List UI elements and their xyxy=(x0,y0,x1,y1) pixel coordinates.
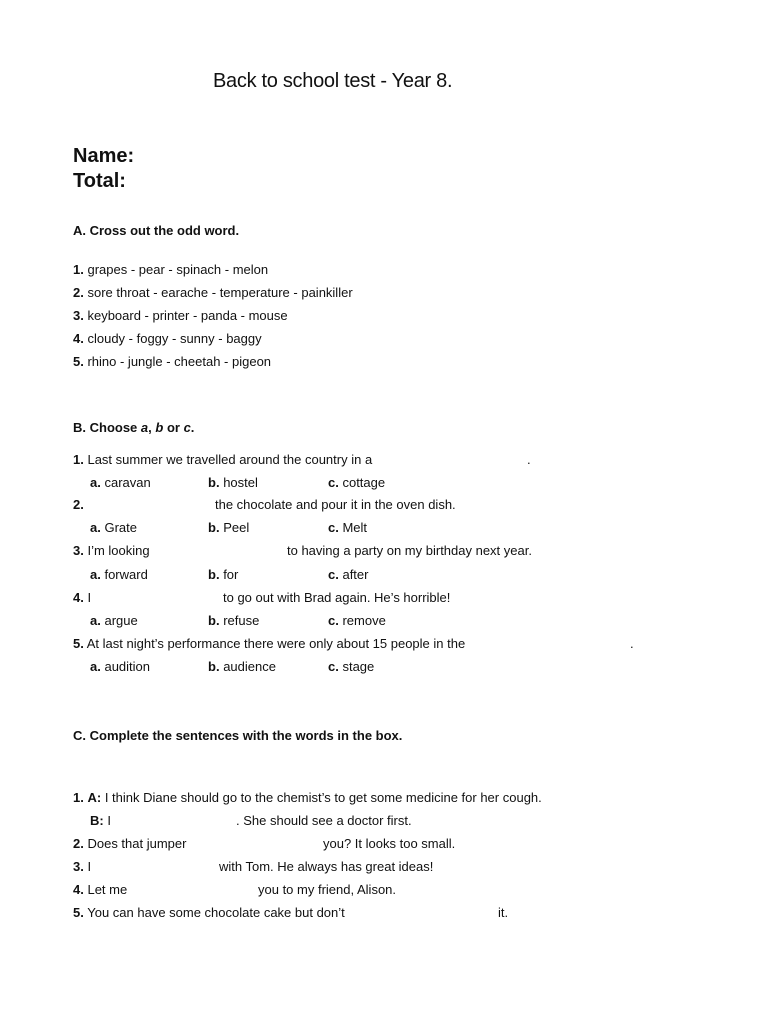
question-c2-post: you? It looks too small. xyxy=(323,836,456,851)
question-c5-post: it. xyxy=(498,905,509,920)
question-c4: 4. Let me xyxy=(73,882,128,897)
question-c5: 5. You can have some chocolate cake but don’t xyxy=(73,905,345,920)
question-b3: 3. I’m looking xyxy=(73,543,150,558)
section-c-heading: C. Complete the sentences with the words in the box. xyxy=(73,728,403,743)
question-c3: 3. I xyxy=(73,859,92,874)
option-a: a. caravan xyxy=(90,475,151,490)
question-b2-text: the chocolate and pour it in the oven dish. xyxy=(215,497,456,512)
list-item: 1. grapes - pear - spinach - melon xyxy=(73,262,269,277)
question-c2: 2. Does that jumper xyxy=(73,836,187,851)
list-item: 4. cloudy - foggy - sunny - baggy xyxy=(73,331,262,346)
option-b: b. hostel xyxy=(208,475,258,490)
page-title: Back to school test - Year 8. xyxy=(213,70,453,92)
option-b: b. refuse xyxy=(208,613,260,628)
option-c: c. Melt xyxy=(328,520,368,535)
question-end: . xyxy=(630,636,634,651)
option-c: c. after xyxy=(328,567,369,582)
question-end: . xyxy=(527,452,531,467)
option-a: a. Grate xyxy=(90,520,137,535)
option-c: c. cottage xyxy=(328,475,386,490)
option-a: a. forward xyxy=(90,567,148,582)
option-c: c. remove xyxy=(328,613,386,628)
option-b: b. Peel xyxy=(208,520,250,535)
option-b: b. audience xyxy=(208,659,276,674)
list-item: 2. sore throat - earache - temperature - painkiller xyxy=(73,285,353,300)
name-label: Name: xyxy=(73,145,135,167)
question-c1a: 1. A: I think Diane should go to the chemist’s to get some medicine for her cough. xyxy=(73,790,542,805)
question-b2-num: 2. xyxy=(73,497,84,512)
question-b4-post: to go out with Brad again. He’s horrible! xyxy=(223,590,451,605)
section-b-heading: B. Choose a, b or c. xyxy=(73,420,195,435)
question-c4-post: you to my friend, Alison. xyxy=(258,882,397,897)
option-a: a. audition xyxy=(90,659,151,674)
question-b1: 1. Last summer we travelled around the country in a xyxy=(73,452,373,467)
question-b3-post: to having a party on my birthday next year. xyxy=(287,543,532,558)
option-a: a. argue xyxy=(90,613,138,628)
question-c3-post: with Tom. He always has great ideas! xyxy=(219,859,434,874)
question-b5: 5. At last night’s performance there were only about 15 people in the xyxy=(73,636,466,651)
list-item: 5. rhino - jungle - cheetah - pigeon xyxy=(73,354,272,369)
list-item: 3. keyboard - printer - panda - mouse xyxy=(73,308,288,323)
question-c1b-post: . She should see a doctor first. xyxy=(236,813,412,828)
option-c: c. stage xyxy=(328,659,375,674)
option-b: b. for xyxy=(208,567,239,582)
total-label: Total: xyxy=(73,170,126,192)
section-a-heading: A. Cross out the odd word. xyxy=(73,223,240,238)
question-b4: 4. I xyxy=(73,590,92,605)
question-c1b: B: I xyxy=(90,813,111,828)
